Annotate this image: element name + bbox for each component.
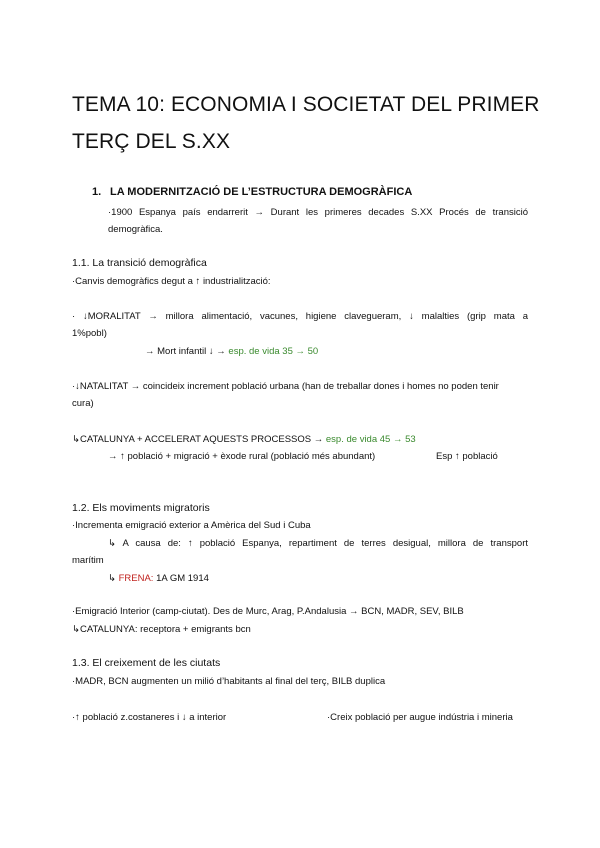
mort-infantil-text: → Mort infantil ↓ → bbox=[145, 346, 229, 357]
madr-bcn-text: ·MADR, BCN augmenten un milió d’habitants al final del terç, BILB duplica bbox=[72, 676, 386, 687]
moralitat-line-1: · ↓MORALITAT → millora alimentació, vacunes, higiene clavegueram, ↓ malalties (grip mata a bbox=[72, 311, 528, 322]
section-1-title: LA MODERNITZACIÓ DE L’ESTRUCTURA DEMOGRÀFICA bbox=[110, 186, 413, 198]
mort-infantil-line bbox=[145, 344, 318, 359]
esp-poblacio-text: Esp ↑ població bbox=[436, 451, 498, 462]
poblacio-migracio-text: → ↑ població + migració + èxode rural (població més abundant) bbox=[108, 451, 376, 462]
subsection-1-2-heading: 1.2. Els moviments migratoris bbox=[72, 502, 210, 514]
catalunya-receptora-text: ↳CATALUNYA: receptora + emigrants bcn bbox=[72, 624, 251, 635]
frena-line bbox=[108, 571, 209, 586]
emigracio-exterior-text: ·Incrementa emigració exterior a Amèrica del Sud i Cuba bbox=[72, 520, 311, 531]
emigracio-interior-text: ·Emigració Interior (camp-ciutat). Des de Murc, Arag, P.Andalusia → BCN, MADR, SEV, BILB bbox=[72, 606, 464, 617]
frena-text: 1A GM 1914 bbox=[153, 573, 209, 584]
costaneres-text: ·↑ població z.costaneres i ↓ a interior bbox=[72, 712, 227, 723]
causa-line-2: marítim bbox=[72, 555, 104, 566]
section-1-heading bbox=[92, 186, 412, 198]
causa-line-1: ↳ A causa de: ↑ població Espanya, repartiment de terres desigual, millora de transport bbox=[108, 538, 528, 549]
esp-vida-45-53: esp. de vida 45 → 53 bbox=[325, 434, 416, 445]
frena-arrow: ↳ bbox=[108, 573, 119, 584]
catalunya-line bbox=[72, 432, 416, 447]
subsection-1-3-heading: 1.3. El creixement de les ciutats bbox=[72, 657, 221, 669]
frena-label: FRENA: bbox=[118, 573, 154, 584]
natalitat-line-2: cura) bbox=[72, 398, 94, 409]
section-1-number: 1. bbox=[92, 186, 102, 198]
moralitat-line-2: 1%pobl) bbox=[72, 328, 107, 339]
creix-poblacio-text: ·Creix població per augue indústria i mineria bbox=[327, 712, 513, 723]
subsection-1-1-heading: 1.1. La transició demogràfica bbox=[72, 257, 207, 269]
esp-vida-35-50: esp. de vida 35 → 50 bbox=[228, 346, 319, 357]
canvis-text: ·Canvis demogràfics degut a ↑ industrialització: bbox=[72, 276, 271, 287]
catalunya-text: ↳CATALUNYA + ACCELERAT AQUESTS PROCESSOS → bbox=[72, 434, 326, 445]
natalitat-line-1: ·↓NATALITAT → coincideix increment població urbana (han de treballar dones i homes no poden tenir bbox=[72, 381, 499, 392]
title-line-2: TERÇ DEL S.XX bbox=[72, 130, 231, 153]
section-1-intro-line-2: demogràfica. bbox=[108, 224, 163, 235]
section-1-intro-line-1: ·1900 Espanya país endarrerit → Durant les primeres decades S.XX Procés de transició bbox=[108, 207, 528, 218]
title-line-1: TEMA 10: ECONOMIA I SOCIETAT DEL PRIMER bbox=[72, 93, 540, 116]
